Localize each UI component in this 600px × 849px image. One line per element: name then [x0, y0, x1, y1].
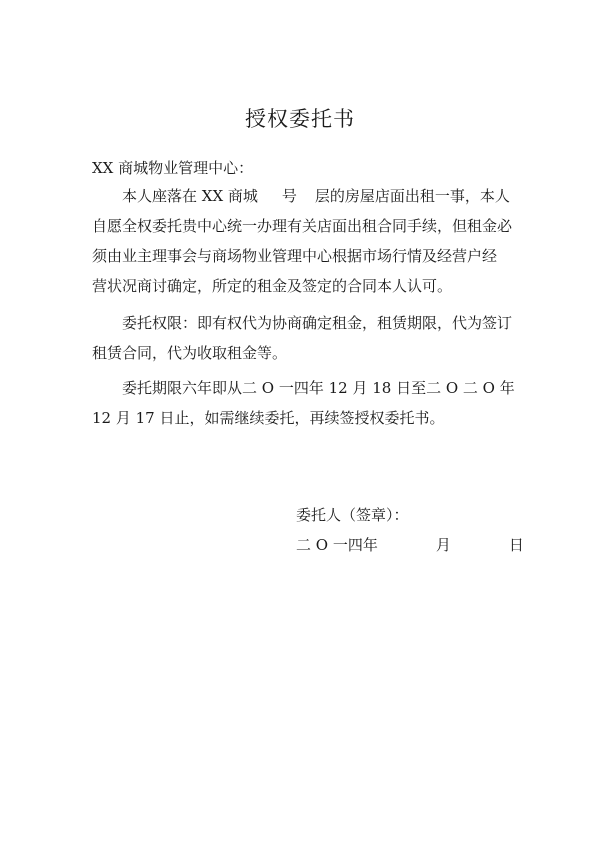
paragraph-line: 12 月 17 日止，如需继续委托，再续签授权委托书。 [92, 409, 445, 427]
paragraph-line: 自愿全权委托贵中心统一办理有关店面出租合同手续，但租金必 [92, 217, 513, 235]
paragraph-line: 委托权限：即有权代为协商确定租金，租赁期限，代为签订 [122, 314, 513, 332]
paragraph-authority-scope [92, 308, 512, 368]
signature-label: 委托人（签章）： [296, 506, 409, 524]
addressee-line: XX 商城物业管理中心： [92, 159, 254, 177]
paragraph-line [92, 181, 512, 211]
paragraph-line: 租赁合同，代为收取租金等。 [92, 344, 288, 362]
date-month: 月 [435, 536, 451, 554]
signature-date [296, 534, 524, 556]
paragraph-text: 层的房屋店面出租一事，本人 [314, 187, 510, 205]
paragraph-property-entrustment [92, 181, 512, 301]
paragraph-text: 号 [281, 187, 297, 205]
paragraph-line: 须由业主理事会与商场物业管理中心根据市场行情及经营户经 [92, 247, 498, 265]
paragraph-line: 委托期限六年即从二 O 一四年 12 月 18 日至二 O 二 O 年 [122, 379, 515, 397]
date-day: 日 [508, 536, 524, 554]
paragraph-authority-period [92, 373, 515, 433]
document-title: 授权委托书 [245, 107, 355, 131]
paragraph-text: 本人座落在 XX 商城 [122, 187, 258, 205]
date-year: 二 O 一四年 [296, 536, 378, 554]
paragraph-line: 营状况商讨确定，所定的租金及签定的合同本人认可。 [92, 277, 453, 295]
